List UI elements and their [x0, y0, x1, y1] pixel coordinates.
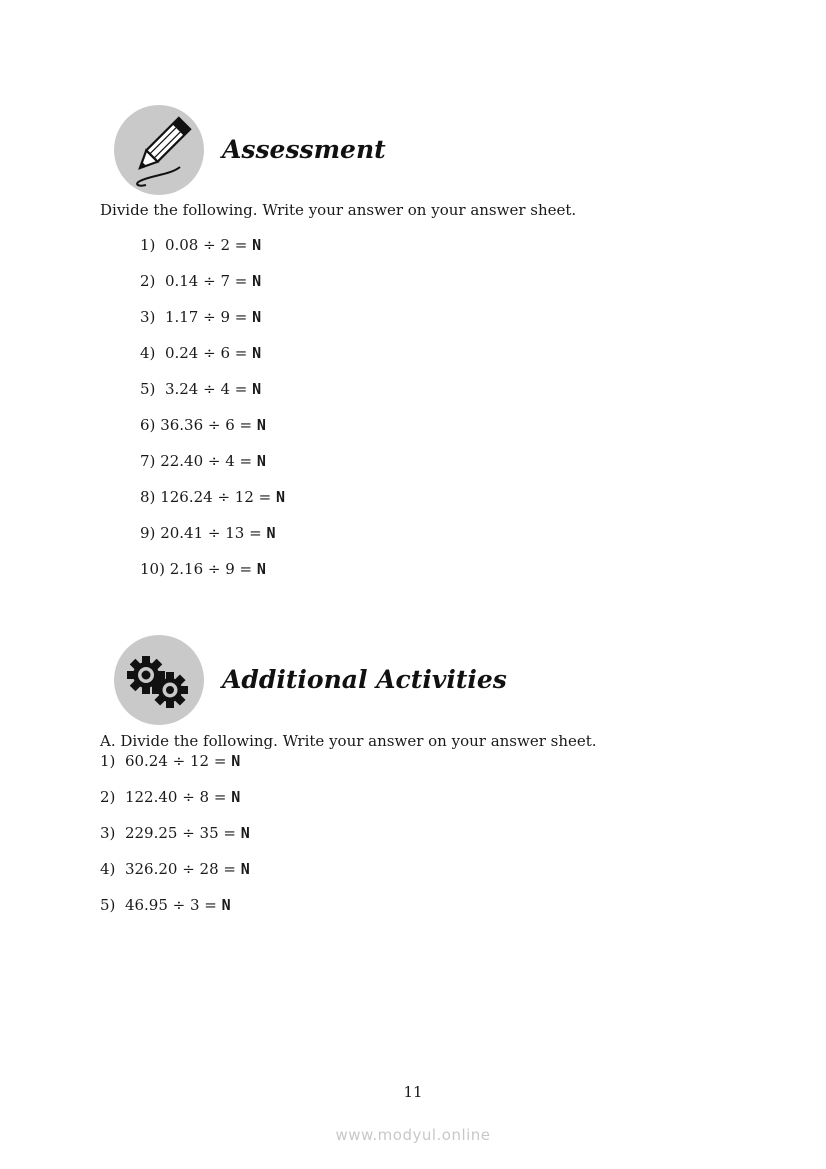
list-item: 4) 326.20 ÷ 28 = N	[100, 860, 250, 878]
list-item: 1) 0.08 ÷ 2 = N	[140, 236, 262, 254]
additional-activities-title: Additional Activities	[222, 665, 507, 694]
list-item: 5) 46.95 ÷ 3 = N	[100, 896, 231, 914]
list-item: 5) 3.24 ÷ 4 = N	[140, 380, 262, 398]
list-item: 7) 22.40 ÷ 4 = N	[140, 452, 266, 470]
list-item: 2) 122.40 ÷ 8 = N	[100, 788, 241, 806]
list-item: 3) 1.17 ÷ 9 = N	[140, 308, 262, 326]
assessment-instruction: Divide the following. Write your answer on your answer sheet.	[100, 201, 577, 219]
list-item: 8) 126.24 ÷ 12 = N	[140, 488, 286, 506]
page-number: 11	[403, 1083, 423, 1101]
additional-instruction: A. Divide the following. Write your answer on your answer sheet.	[100, 732, 597, 750]
pencil-icon	[114, 105, 204, 195]
list-item: 6) 36.36 ÷ 6 = N	[140, 416, 266, 434]
list-item: 2) 0.14 ÷ 7 = N	[140, 272, 262, 290]
watermark: www.modyul.online	[335, 1126, 491, 1144]
gears-icon	[114, 635, 204, 725]
assessment-title: Assessment	[222, 135, 386, 164]
list-item: 4) 0.24 ÷ 6 = N	[140, 344, 262, 362]
list-item: 9) 20.41 ÷ 13 = N	[140, 524, 276, 542]
list-item: 1) 60.24 ÷ 12 = N	[100, 752, 241, 770]
list-item: 3) 229.25 ÷ 35 = N	[100, 824, 250, 842]
list-item: 10) 2.16 ÷ 9 = N	[140, 560, 266, 578]
